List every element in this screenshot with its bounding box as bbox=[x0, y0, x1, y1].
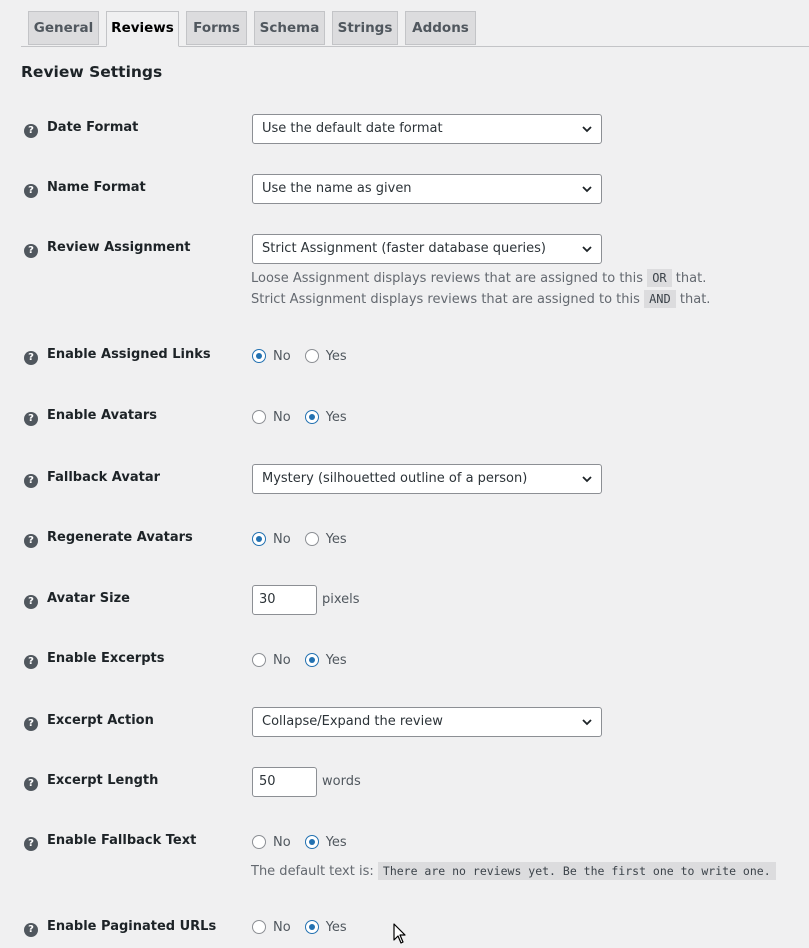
radio-circle[interactable] bbox=[252, 920, 266, 934]
excerpt-length-unit: words bbox=[322, 774, 361, 789]
excerpt-action-select[interactable]: Collapse/Expand the review bbox=[252, 707, 602, 737]
enable-fallback-text-radios bbox=[252, 832, 361, 852]
enable-excerpts-radios bbox=[252, 650, 361, 670]
radio-circle[interactable] bbox=[305, 532, 319, 546]
radio-circle-checked[interactable] bbox=[252, 532, 266, 546]
help-icon[interactable]: ? bbox=[24, 534, 38, 548]
radio-circle-checked[interactable] bbox=[305, 653, 319, 667]
radio-yes[interactable]: Yes bbox=[305, 349, 347, 364]
radio-circle[interactable] bbox=[252, 410, 266, 424]
avatar-size-input[interactable]: 30 bbox=[252, 585, 317, 615]
help-icon[interactable]: ? bbox=[24, 184, 38, 198]
review-assignment-select[interactable]: Strict Assignment (faster database queries) bbox=[252, 234, 602, 264]
radio-yes[interactable]: Yes bbox=[305, 410, 347, 425]
help-icon[interactable]: ? bbox=[24, 655, 38, 669]
enable-assigned-links-label: ? Enable Assigned Links bbox=[24, 347, 211, 365]
regenerate-avatars-radios bbox=[252, 529, 361, 549]
enable-paginated-urls-radios bbox=[252, 917, 361, 937]
help-icon[interactable]: ? bbox=[24, 923, 38, 937]
excerpt-length-label: ? Excerpt Length bbox=[24, 773, 158, 791]
enable-excerpts-label: ? Enable Excerpts bbox=[24, 651, 164, 669]
enable-assigned-links-radios bbox=[252, 346, 361, 366]
tab-general[interactable]: General bbox=[28, 11, 99, 45]
radio-no[interactable]: No bbox=[252, 920, 291, 935]
enable-avatars-radios bbox=[252, 407, 361, 427]
excerpt-action-label: ? Excerpt Action bbox=[24, 713, 154, 731]
chevron-down-icon bbox=[581, 243, 593, 255]
help-icon[interactable]: ? bbox=[24, 244, 38, 258]
date-format-select[interactable]: Use the default date format bbox=[252, 114, 602, 144]
enable-fallback-text-label: ? Enable Fallback Text bbox=[24, 833, 196, 851]
radio-circle-checked[interactable] bbox=[305, 835, 319, 849]
radio-yes[interactable]: Yes bbox=[305, 835, 347, 850]
tab-schema[interactable]: Schema bbox=[254, 11, 325, 45]
tab-addons[interactable]: Addons bbox=[405, 11, 476, 45]
help-icon[interactable]: ? bbox=[24, 777, 38, 791]
radio-no[interactable]: No bbox=[252, 349, 291, 364]
help-icon[interactable]: ? bbox=[24, 412, 38, 426]
section-title: Review Settings bbox=[21, 63, 163, 81]
fallback-text-description: The default text is: There are no reviews yet. Be the first one to write one. bbox=[251, 864, 776, 879]
radio-yes[interactable]: Yes bbox=[305, 920, 347, 935]
radio-no[interactable]: No bbox=[252, 410, 291, 425]
regenerate-avatars-label: ? Regenerate Avatars bbox=[24, 530, 193, 548]
settings-tabs bbox=[0, 0, 809, 47]
code-or: OR bbox=[647, 269, 671, 287]
avatar-size-unit: pixels bbox=[322, 592, 360, 607]
fallback-text-code: There are no reviews yet. Be the first one to write one. bbox=[378, 862, 776, 880]
tab-forms[interactable]: Forms bbox=[186, 11, 247, 45]
help-icon[interactable]: ? bbox=[24, 351, 38, 365]
help-icon[interactable]: ? bbox=[24, 474, 38, 488]
review-assignment-description-loose: Loose Assignment displays reviews that are assigned to this OR that. bbox=[251, 271, 707, 286]
fallback-avatar-label: ? Fallback Avatar bbox=[24, 470, 160, 488]
tab-strings[interactable]: Strings bbox=[332, 11, 398, 45]
help-icon[interactable]: ? bbox=[24, 124, 38, 138]
chevron-down-icon bbox=[581, 123, 593, 135]
enable-paginated-urls-label: ? Enable Paginated URLs bbox=[24, 919, 216, 937]
review-assignment-description-strict: Strict Assignment displays reviews that are assigned to this AND that. bbox=[251, 292, 711, 307]
enable-avatars-label: ? Enable Avatars bbox=[24, 408, 157, 426]
radio-yes[interactable]: Yes bbox=[305, 532, 347, 547]
mouse-pointer-icon bbox=[393, 923, 407, 945]
help-icon[interactable]: ? bbox=[24, 717, 38, 731]
radio-no[interactable]: No bbox=[252, 835, 291, 850]
radio-yes[interactable]: Yes bbox=[305, 653, 347, 668]
help-icon[interactable]: ? bbox=[24, 595, 38, 609]
radio-circle-checked[interactable] bbox=[305, 920, 319, 934]
tab-reviews[interactable]: Reviews bbox=[106, 11, 179, 47]
radio-no[interactable]: No bbox=[252, 653, 291, 668]
avatar-size-label: ? Avatar Size bbox=[24, 591, 130, 609]
radio-circle[interactable] bbox=[305, 349, 319, 363]
chevron-down-icon bbox=[581, 473, 593, 485]
radio-circle-checked[interactable] bbox=[305, 410, 319, 424]
fallback-avatar-select[interactable]: Mystery (silhouetted outline of a person) bbox=[252, 464, 602, 494]
radio-no[interactable]: No bbox=[252, 532, 291, 547]
radio-circle[interactable] bbox=[252, 653, 266, 667]
radio-circle[interactable] bbox=[252, 835, 266, 849]
excerpt-length-input[interactable]: 50 bbox=[252, 767, 317, 797]
chevron-down-icon bbox=[581, 183, 593, 195]
code-and: AND bbox=[644, 290, 676, 308]
date-format-label: ? Date Format bbox=[24, 120, 138, 138]
name-format-label: ? Name Format bbox=[24, 180, 146, 198]
chevron-down-icon bbox=[581, 716, 593, 728]
radio-circle-checked[interactable] bbox=[252, 349, 266, 363]
review-assignment-label: ? Review Assignment bbox=[24, 240, 191, 258]
name-format-select[interactable]: Use the name as given bbox=[252, 174, 602, 204]
help-icon[interactable]: ? bbox=[24, 837, 38, 851]
